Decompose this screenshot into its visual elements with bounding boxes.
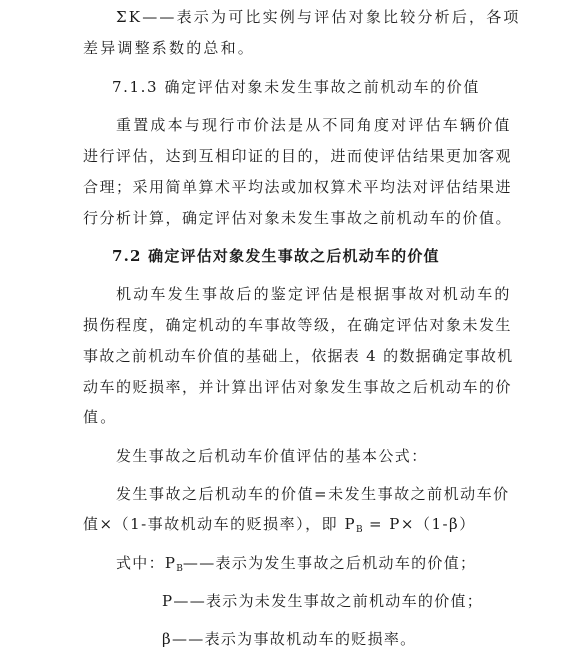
- paragraph-line: 发生事故之后机动车价值评估的基本公式：: [116, 447, 428, 465]
- formula-line: [83, 514, 476, 537]
- paragraph-line: 行分析计算，确定评估对象未发生事故之前机动车的价值。: [83, 209, 513, 227]
- section-heading-7-1-3: 7.1.3 确定评估对象未发生事故之前机动车的价值: [112, 78, 480, 96]
- legend-line: P——表示为未发生事故之前机动车的价值；: [162, 592, 484, 610]
- paragraph-line: 机动车发生事故后的鉴定评估是根据事故对机动车的: [116, 285, 512, 303]
- paragraph-line: 进行评估，达到互相印证的目的，进而使评估结果更加客观: [83, 147, 513, 165]
- formula-text: 值×（1-事故机动车的贬损率），即 P: [83, 515, 357, 533]
- legend-line: β——表示为事故机动车的贬损率。: [162, 630, 417, 648]
- subscript: B: [176, 564, 183, 574]
- paragraph-line: 合理；采用简单算术平均法或加权算术平均法对评估结果进: [83, 178, 513, 196]
- section-heading-7-2: 7.2 确定评估对象发生事故之后机动车的价值: [112, 247, 440, 265]
- paragraph-line: 动车的贬损率，并计算出评估对象发生事故之后机动车的价: [83, 378, 513, 396]
- paragraph-line: 事故之前机动车价值的基础上，依据表 4 的数据确定事故机: [83, 347, 514, 365]
- legend-text: ——表示为发生事故之后机动车的价值；: [182, 554, 477, 572]
- subscript: B: [356, 525, 363, 535]
- formula-text: = P×（1-β）: [362, 515, 476, 533]
- formula-line: 发生事故之后机动车的价值=未发生事故之前机动车价: [116, 485, 510, 503]
- legend-text: 式中：P: [116, 554, 177, 572]
- paragraph-line: 损伤程度，确定机动的车事故等级，在确定评估对象未发生: [83, 316, 513, 334]
- paragraph-line: 差异调整系数的总和。: [83, 39, 256, 57]
- paragraph-line: 值。: [83, 408, 118, 426]
- legend-line: [116, 553, 476, 576]
- paragraph-line: ΣK——表示为可比实例与评估对象比较分析后，各项: [116, 8, 521, 26]
- paragraph-line: 重置成本与现行市价法是从不同角度对评估车辆价值: [116, 116, 512, 134]
